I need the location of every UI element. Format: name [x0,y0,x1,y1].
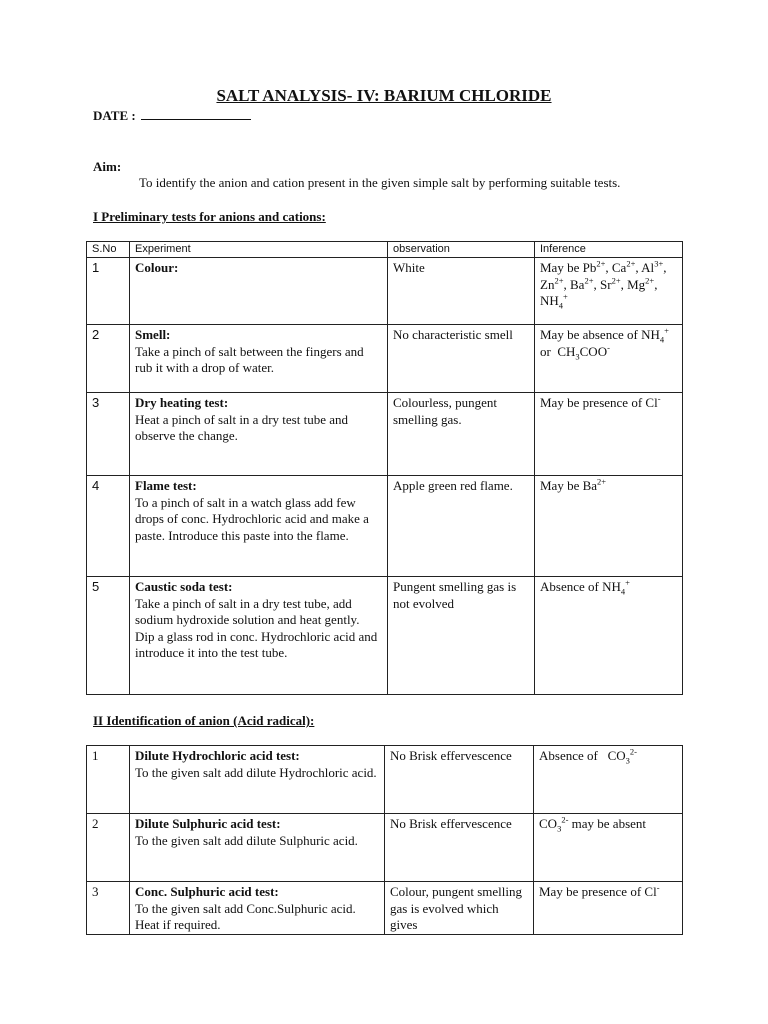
experiment-title: Caustic soda test: [135,579,233,594]
experiment-description: To the given salt add dilute Sulphuric acid. [135,832,358,848]
row-observation: No Brisk effervescence [385,814,534,882]
table-row [87,746,683,814]
experiment-title: Conc. Sulphuric acid test: [135,884,279,899]
row-sno: 3 [87,393,130,476]
row-inference: May be absence of $NH_4^+$ or $CH_3COO^-$ [535,325,683,393]
row-experiment [130,577,388,695]
row-experiment [130,476,388,577]
row-experiment [130,258,388,325]
row-observation: Apple green red flame. [388,476,535,577]
date-line [93,107,251,124]
experiment-description: To the given salt add dilute Hydrochloric acid. [135,764,377,780]
table-header-row [87,242,683,258]
experiment-description: Take a pinch of salt between the fingers and rub it with a drop of water. [135,343,364,376]
col-header-experiment: Experiment [130,242,388,258]
col-header-inference: Inference [535,242,683,258]
row-inference: Absence of $CO_3^{2-}$ [534,746,683,814]
date-label: DATE : [93,108,136,123]
col-header-sno: S.No [87,242,130,258]
anion-tests-table [86,745,683,935]
experiment-title: Dilute Sulphuric acid test: [135,816,281,831]
section2-heading: II Identification of anion (Acid radical): [93,713,315,728]
experiment-description: Take a pinch of salt in a dry test tube, add sodium hydroxide solution and heat gently. Dip a glass rod in conc. Hydrochloric acid and introduce it into the test tube. [135,595,378,661]
row-sno: 3 [87,882,130,935]
aim-body: To identify the anion and cation present in the given simple salt by performing suitable tests. [139,175,621,190]
row-inference: $CO_3^{2-}$ may be absent [534,814,683,882]
table-row [87,577,683,695]
table-row [87,814,683,882]
experiment-title: Flame test: [135,478,197,493]
col-header-observation: observation [388,242,535,258]
row-experiment [130,325,388,393]
date-blank [141,107,251,120]
page-title: SALT ANALYSIS- IV: BARIUM CHLORIDE [216,86,552,105]
aim-label: Aim: [93,159,122,174]
row-sno: 1 [87,258,130,325]
table-row [87,476,683,577]
row-inference: May be $Ba^{2+}$ [535,476,683,577]
row-observation: Colourless, pungent smelling gas. [388,393,535,476]
row-observation: No Brisk effervescence [385,746,534,814]
experiment-title: Dilute Hydrochloric acid test: [135,748,300,763]
row-observation: No characteristic smell [388,325,535,393]
row-sno: 5 [87,577,130,695]
row-observation: Colour, pungent smelling gas is evolved which gives [385,882,534,935]
experiment-title: Colour: [135,260,179,275]
experiment-description: To a pinch of salt in a watch glass add few drops of conc. Hydrochloric acid and make a paste. Introduce this paste into the flame. [135,494,369,543]
experiment-title: Dry heating test: [135,395,229,410]
row-sno: 1 [87,746,130,814]
section1-heading: I Preliminary tests for anions and cations: [93,209,326,224]
experiment-description: To the given salt add Conc.Sulphuric acid. Heat if required. [135,900,356,933]
row-experiment [130,814,385,882]
table-row [87,882,683,935]
row-inference: Absence of $NH_4^+$ [535,577,683,695]
table-row [87,393,683,476]
row-inference: May be presence of Cl- [534,882,683,935]
preliminary-tests-table [86,241,683,695]
aim-text [93,175,675,191]
row-observation: Pungent smelling gas is not evolved [388,577,535,695]
row-inference: May be presence of Cl- [535,393,683,476]
row-experiment [130,746,385,814]
table-row [87,325,683,393]
row-inference: May be $Pb^{2+}$, $Ca^{2+}$, $Al^{3+}$, $Zn^{2+}$, $Ba^{2+}$, $Sr^{2+}$, $Mg^{2+}$, $NH_4^+$ [535,258,683,325]
row-sno: 2 [87,814,130,882]
row-sno: 4 [87,476,130,577]
experiment-title: Smell: [135,327,171,342]
experiment-description: Heat a pinch of salt in a dry test tube and observe the change. [135,411,348,444]
row-experiment [130,882,385,935]
table-row [87,258,683,325]
row-sno: 2 [87,325,130,393]
row-experiment [130,393,388,476]
row-observation: White [388,258,535,325]
